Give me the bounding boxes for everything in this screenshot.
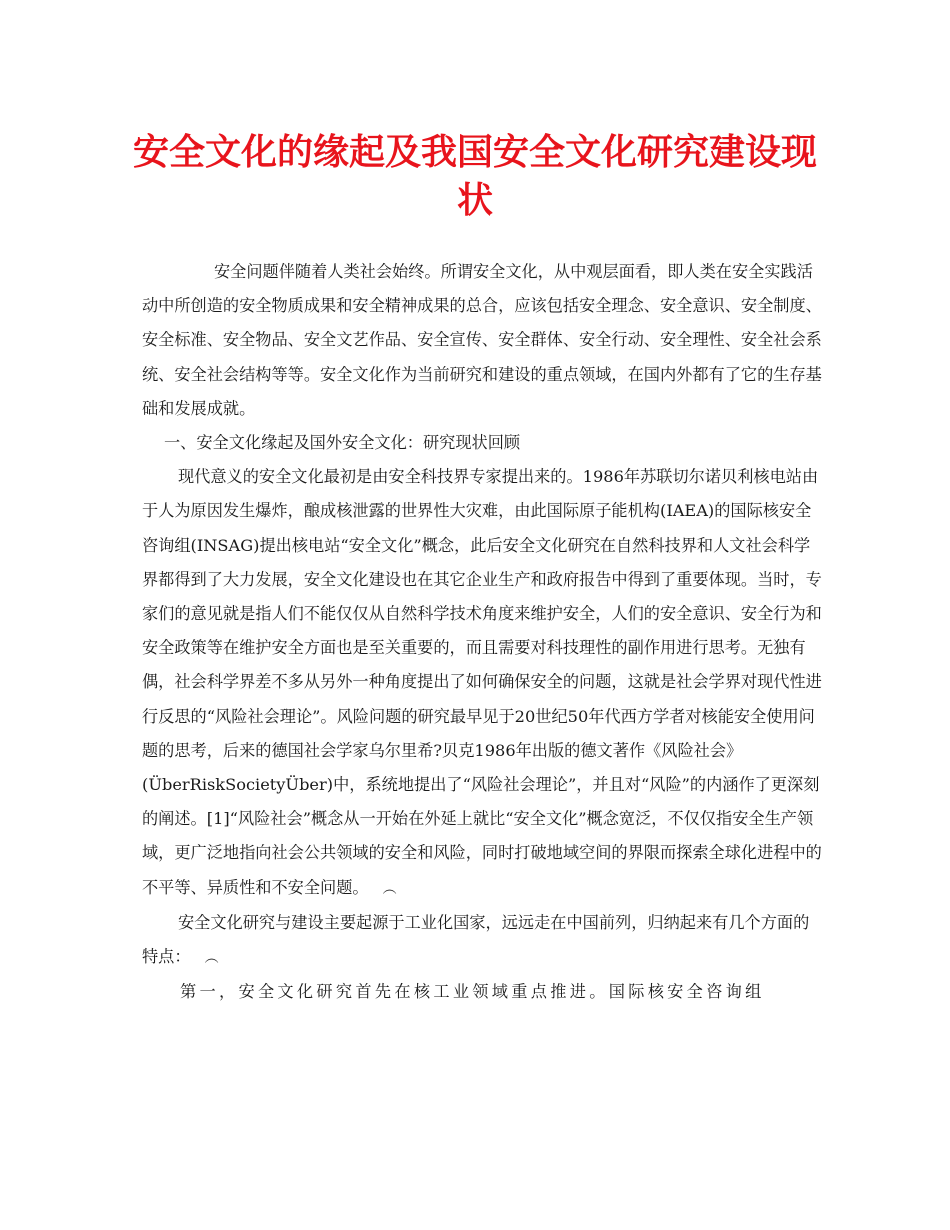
paragraph-end-mark: ︵	[382, 880, 397, 897]
paragraph-origin-text: 现代意义的安全文化最初是由安全科技界专家提出来的。1986年苏联切尔诺贝利核电站由于人为原因发生爆炸，酿成核泄露的世界性大灾难，由此国际原子能机构(IAEA)的国际核安全咨询组(INSAG)提出核电站“安全文化”概念，此后安全文化研究在自然科技界和人文社会科学界都得到了大力发展，安全文化建设也在其它企业生产和政府报告中得到了重要体现。当时，专家们的意见就是指人们不能仅仅从自然科学技术角度来维护安全，人们的安全意识、安全行为和安全政策等在维护安全方面也是至关重要的，而且需要对科技理性的副作用进行思考。无独有偶，社会科学界差不多从另外一种角度提出了如何确保安全的问题，这就是社会学界对现代性进行反思的“风险社会理论”。风险问题的研究最早见于20世纪50年代西方学者对核能安全使用问题的思考，后来的德国社会学家乌尔里希?贝克1986年出版的德文著作《风险社会》(ÜberRiskSocietyÜber)中，系统地提出了“风险社会理论”，并且对“风险”的内涵作了更深刻的阐述。[1]“风险社会”概念从一开始在外延上就比“安全文化”概念宽泛，不仅仅指安全生产领域，更广泛地指向社会公共领域的安全和风险，同时打破地域空间的界限而探索全球化进程中的不平等、异质性和不安全问题。	[142, 467, 822, 897]
document-title	[100, 128, 850, 224]
paragraph-intro: 安全问题伴随着人类社会始终。所谓安全文化，从中观层面看，即人类在安全实践活动中所创造的安全物质成果和安全精神成果的总合，应该包括安全理念、安全意识、安全制度、安全标准、安全物品、安全文艺作品、安全宣传、安全群体、安全行动、安全理性、安全社会系统、安全社会结构等等。安全文化作为当前研究和建设的重点领域，在国内外都有了它的生存基础和发展成就。	[142, 262, 822, 418]
section-heading: 一、安全文化缘起及国外安全文化：研究现状回顾	[164, 433, 521, 453]
paragraph-end-mark: ︵	[204, 950, 219, 967]
title-line-1: 安全文化的缘起及我国安全文化研究建设现	[132, 131, 817, 173]
paragraph-features-text: 安全文化研究与建设主要起源于工业化国家，远远走在中国前列，归纳起来有几个方面的特点：	[142, 912, 810, 967]
title-line-2: 状	[456, 179, 493, 221]
paragraph-origin	[142, 460, 822, 906]
document-body	[142, 255, 822, 1009]
paragraph-features	[142, 906, 822, 975]
paragraph-first-point: 第一，安全文化研究首先在核工业领域重点推进。国际核安全咨询组	[180, 982, 765, 1002]
